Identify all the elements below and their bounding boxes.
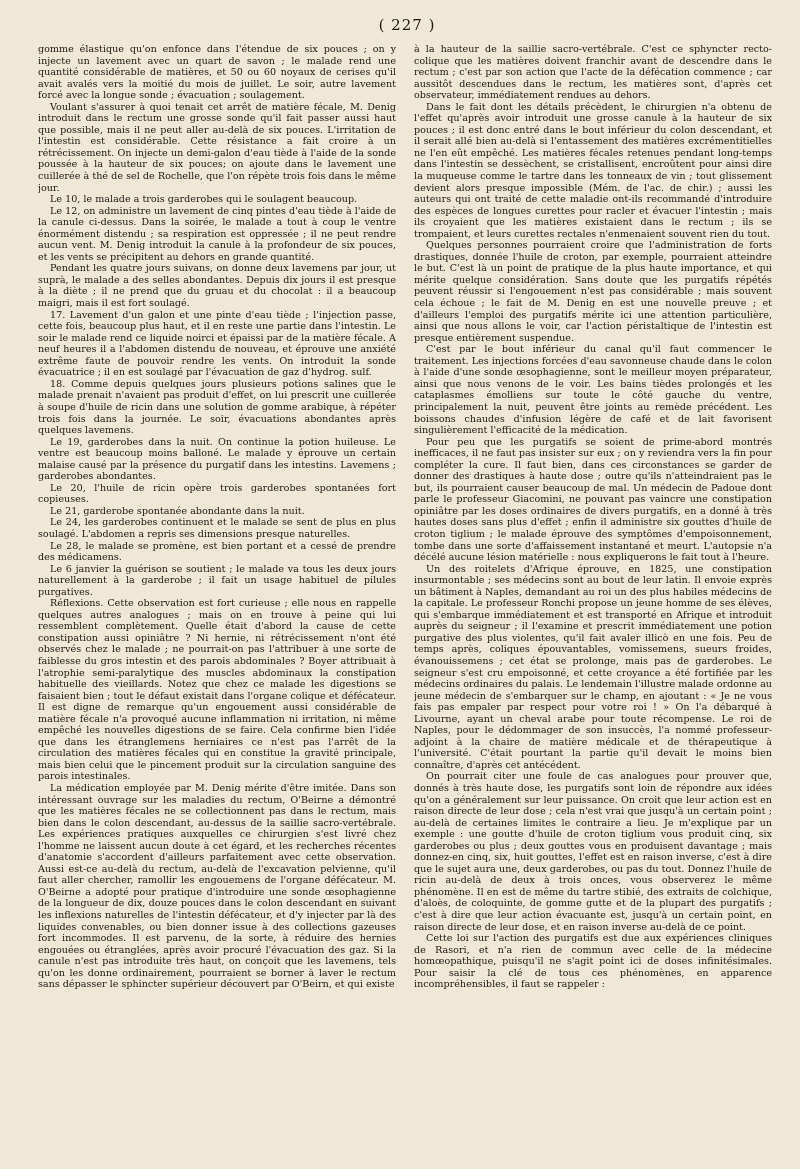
paragraph: Quelques personnes pourraient croire que l'administration de forts drastiques, donnée l'huile de croton, par exemple, pourraient atteindre le but. C'est là un point de pratique de la plus haute importance, et qui mérite quelque considération. Sans doute que les purgatifs répétés peuvent réussir si l'engouement n'est pas considérable ; mais souvent cela échoue ; le fait de M. Denig en est une nouvelle preuve ; et d'ailleurs l'emploi des purgatifs mérite ici une attention particulière, ainsi que nous allons le voir, car l'action péristaltique de l'intestin est presque entièrement suspendue. [414, 240, 772, 344]
paragraph: Un des roitelets d'Afrique éprouve, en 1825, une constipation insurmontable ; ses médecins sont au bout de leur latin. Il envoie exprès un bâtiment à Naples, demandant au roi un des plus habiles médecins de la capitale. Le professeur Ronchi propose un jeune homme de ses élèves, qui s'embarque immédiatement et est transporté en Afrique et introduit auprès du seigneur ; il l'examine et prescrit immédiatement une potion purgative des plus violentes, qu'il fait avaler illicò en une fois. Peu de temps après, coliques épouvantables, vomissemens, sueurs froides, évanouissemens ; cet état se prolonge, mais pas de garderobes. Le seigneur s'est cru empoisonné, et cette croyance a été fortifiée par les médecins ordinaires du palais. Le lendemain l'illustre malade ordonne au jeune médecin de s'embarquer sur le champ, en ajoutant : « Je ne vous fais pas empaler par respect pour votre roi ! » On l'a débarqué à Livourne, ayant un cheval arabe pour toute récompense. Le roi de Naples, pour le dédommager de son insuccès, l'a nommé professeur-adjoint à la chaire de matière médicale et de thérapeutique à l'université. C'était pourtant la partie qu'il devait le moins bien connaître, d'après cet antécédent. [414, 563, 772, 771]
reflections-paragraph: Réflexions. Cette observation est fort curieuse ; elle nous en rappelle quelques autres analogues ; mais on en trouve à peine qui lui ressemblent complètement. Quelle était d'abord la cause de cette constipation aussi opiniâtre ? Ni hernie, ni rétrécissement n'ont été observés chez le malade ; ne pourrait-on pas l'attribuer à une sorte de faiblesse du gros intestin et des parois abdominales ? Boyer attribuait à l'atrophie semi-paralytique des muscles abdominaux la constipation habituelle des vieillards. Notez que chez ce malade les digestions se faisaient bien ; tout le défaut existait dans l'organe colique et défécateur. Il est digne de remarque qu'un engouement aussi considérable de matière fécale n'a provoqué aucune inflammation ni irritation, ni même empêché les nouvelles digestions de se faire. Cela confirme bien l'idée que dans les étranglemens herniaires ce n'est pas l'arrêt de la circulation des matières fécales qui en constitue la gravité principale, mais bien celui que le pincement produit sur la circulation sanguine des parois intestinales. [38, 598, 396, 783]
paragraph: à la hauteur de la saillie sacro-vertébrale. C'est ce sphyncter recto-colique que les matières doivent franchir avant de descendre dans le rectum ; c'est par son action que l'acte de la défécation commence ; car aussitôt descendues dans le rectum, les matières sont, d'après cet observateur, immédiatement rendues au dehors. [414, 44, 772, 102]
paragraph: Pendant les quatre jours suivans, on donne deux lavemens par jour, ut suprà, le malade a des selles abondantes. Depuis dix jours il est presque à la diète ; il ne prend que du gruau et du chocolat : il a beaucoup maigri, mais il est fort soulagé. [38, 263, 396, 310]
left-column [38, 44, 396, 1164]
paragraph: Pour peu que les purgatifs se soient de prime-abord montrés inefficaces, il ne faut pas insister sur eux ; on y reviendra vers la fin pour compléter la cure. Il faut bien, dans ces circonstances se garder de donner des drastiques à haute dose ; outre qu'ils n'atteindraient pas le but, ils pourraient causer beaucoup de mal. Un médecin de Padoue dont parle le professeur Giacomini, ne pouvant pas vaincre une constipation opiniâtre par les doses ordinaires de divers purgatifs, en a donné à très hautes doses sans plus d'effet ; enfin il administre six gouttes d'huile de croton tiglium ; le malade éprouve des symptômes d'empoisonnement, tombe dans une sorte d'affaissement instantané et meurt. L'autopsie n'a décélé aucune lésion matérielle : nous expliquerons le fait tout à l'heure. [414, 436, 772, 564]
paragraph: gomme élastique qu'on enfonce dans l'étendue de six pouces ; on y injecte un lavement avec un quart de savon ; le malade rend une quantité considérable de matières, et 50 ou 60 noyaux de cerises qu'il avait avalés vers la moitié du mois de juillet. Le soir, autre lavement forcé avec la longue sonde ; évacuation ; soulagement. [38, 44, 396, 102]
paragraph: Le 20, l'huile de ricin opère trois garderobes spontanées fort copieuses. [38, 482, 396, 506]
paragraph: Le 28, le malade se promène, est bien portant et a cessé de prendre des médicamens. [38, 540, 396, 564]
paragraph: Le 6 janvier la guérison se soutient ; le malade va tous les deux jours naturellement à la garderobe ; il fait un usage habituel de pilules purgatives. [38, 563, 396, 598]
paragraph: 18. Comme depuis quelques jours plusieurs potions salines que le malade prenait n'avaient pas produit d'effet, on lui prescrit une cuillerée à soupe d'huile de ricin dans une solution de gomme arabique, à répéter trois fois dans la journée. Le soir, évacuations abondantes après quelques lavemens. [38, 378, 396, 437]
paragraph: C'est par le bout inférieur du canal qu'il faut commencer le traitement. Les injections forcées d'eau savonneuse chaude dans le colon à l'aide d'une sonde œsophagienne, sont le meilleur moyen préparateur, ainsi que nous venons de le voir. Les bains tièdes prolongés et les cataplasmes émolliens sur toute le côté gauche du ventre, principalement la nuit, peuvent être joints au remède précédent. Les boissons chaudes d'infusion légère de café et de lait favorisent singulièrement l'efficacité de la médication. [414, 344, 772, 437]
paragraph: On pourrait citer une foule de cas analogues pour prouver que, donnés à très haute dose, les purgatifs sont loin de répondre aux idées qu'on a généralement sur leur puissance. On croit que leur action est en raison directe de leur dose ; cela n'est vrai que jusqu'à un certain point ; au-delà de certaines limites le contraire a lieu. Je m'explique par un exemple : une goutte d'huile de croton tiglium vous produit cinq, six garderobes ou plus ; deux gouttes vous en produisent davantage ; mais donnez-en cinq, six, huit gouttes, l'effet est en raison inverse, c'est à dire que le sujet aura une, deux garderobes, ou pas du tout. Donnez l'huile de ricin au-delà de deux à trois onces, vous observerez le même phénomène. Il en est de même du tartre stibié, des extraits de colchique, d'aloès, de coloquinte, de gomme gutte et de la plupart des purgatifs ; c'est à dire que leur action évacuante est, jusqu'à un certain point, en raison directe de leur dose, et en raison inverse au-delà de ce point. [414, 771, 772, 933]
paragraph: Dans le fait dont les détails précèdent, le chirurgien n'a obtenu de l'effet qu'après avoir introduit une grosse canule à la hauteur de six pouces ; il est donc entré dans le bout inférieur du colon descendant, et il serait allé bien au-delà si l'entassement des matières excrémentitielles ne l'en eût empêché. Les matières fécales retenues pendant long-temps dans l'intestin se dessèchent, se cristallisent, encroûtent pour ainsi dire la muqueuse comme le tartre dans les tonneaux de vin ; tout glissement devient alors presque impossible (Mém. de l'ac. de chir.) ; aussi les auteurs qui ont traité de cette maladie ont-ils recommandé d'introduire des espèces de longues curettes pour racler et évacuer l'intestin ; mais ils croyaient que les matières existaient dans le rectum ; ils se trompaient, et leurs curettes rectales n'enmenaient souvent rien du tout. [414, 101, 772, 240]
paragraph: 17. Lavement d'un galon et une pinte d'eau tiède ; l'injection passe, cette fois, beaucoup plus haut, et il en reste une partie dans l'intestin. Le soir le malade rend ce liquide noirci et épaissi par de la matière fécale. A neuf heures il a l'abdomen distendu de nouveau, et éprouve une anxiété extrême faute de pouvoir rendre les vents. On introduit la sonde évacuatrice ; il en est soulagé par l'évacuation de gaz d'hydrog. sulf. [38, 309, 396, 379]
paragraph: Le 24, les garderobes continuent et le malade se sent de plus en plus soulagé. L'abdomen a repris ses dimensions presque naturelles. [38, 517, 396, 540]
paragraph: Cette loi sur l'action des purgatifs est due aux expériences cliniques de Rasori, et n'a rien de commun avec celle de la médecine homœopathique, puisqu'il ne s'agit point ici de doses infinitésimales. Pour saisir la clé de tous ces phénomènes, en apparence incompréhensibles, il faut se rappeler : [414, 933, 772, 991]
paragraph: La médication employée par M. Denig mérite d'être imitée. Dans son intéressant ouvrage sur les maladies du rectum, O'Beirne a démontré que les matières fécales ne se collectionnent pas dans le rectum, mais bien dans le colon descendant, au-dessus de la saillie sacro-vertébrale. Les expériences pratiques auxquelles ce chirurgien s'est livré chez l'homme ne laissent aucun doute à cet égard, et les recherches récentes d'anatomie s'accordent d'ailleurs parfaitement avec cette observation. Aussi est-ce au-delà du rectum, au-delà de l'excavation pelvienne, qu'il faut aller chercher, ramollir les engouemens de l'organe défécateur. M. O'Beirne a adopté pour pratique d'introduire une sonde œsophagienne de la longueur de dix, douze pouces dans le colon descendant en suivant les inflexions naturelles de l'intestin défécateur, et d'y injecter par là des liquides convenables, ou bien donner issue à des collections gazeuses fort incommodes. Il est parvenu, de la sorte, à réduire des hernies engouées ou étranglées, après avoir procuré l'évacuation des gaz. Si la canule n'est pas introduite très haut, on conçoit que les lavemens, tels qu'on les donne ordinairement, pourraient se borner à laver le rectum sans dépasser le sphincter supérieur découvert par O'Beirn, et qui existe [38, 783, 396, 991]
paragraph: Le 21, garderobe spontanée abondante dans la nuit. [50, 505, 305, 517]
text-columns [38, 44, 776, 1164]
paragraph: Voulant s'assurer à quoi tenait cet arrêt de matière fécale, M. Denig introduit dans le rectum une grosse sonde qu'il fait passer aussi haut que possible, mais il ne peut aller au-delà de six pouces. L'irritation de l'intestin est considérable. Cette résistance a fait croire à un rétrécissement. On injecte un demi-galon d'eau tiède à l'aide de la sonde poussée à la hauteur de six pouces; on ajoute dans le lavement une cuillerée à thé de sel de Rochelle, que l'on répète trois fois dans le même jour. [38, 101, 396, 194]
paragraph: Le 19, garderobes dans la nuit. On continue la potion huileuse. Le ventre est beaucoup moins balloné. Le malade y éprouve un certain malaise causé par la présence du purgatif dans les intestins. Lavemens ; garderobes abondantes. [38, 436, 396, 483]
right-column [414, 44, 772, 1164]
page-number: ( 227 ) [378, 16, 436, 34]
paragraph: Le 10, le malade a trois garderobes qui le soulagent beaucoup. [50, 194, 358, 206]
paragraph: Le 12, on administre un lavement de cinq pintes d'eau tiède à l'aide de la canule ci-dessus. Dans la soirée, le malade a tout à coup le ventre énormément distendu ; sa respiration est oppressée ; il ne peut rendre aucun vent. M. Denig introduit la canule à la profondeur de six pouces, et les vents se précipitent au dehors en grande quantité. [38, 205, 396, 263]
